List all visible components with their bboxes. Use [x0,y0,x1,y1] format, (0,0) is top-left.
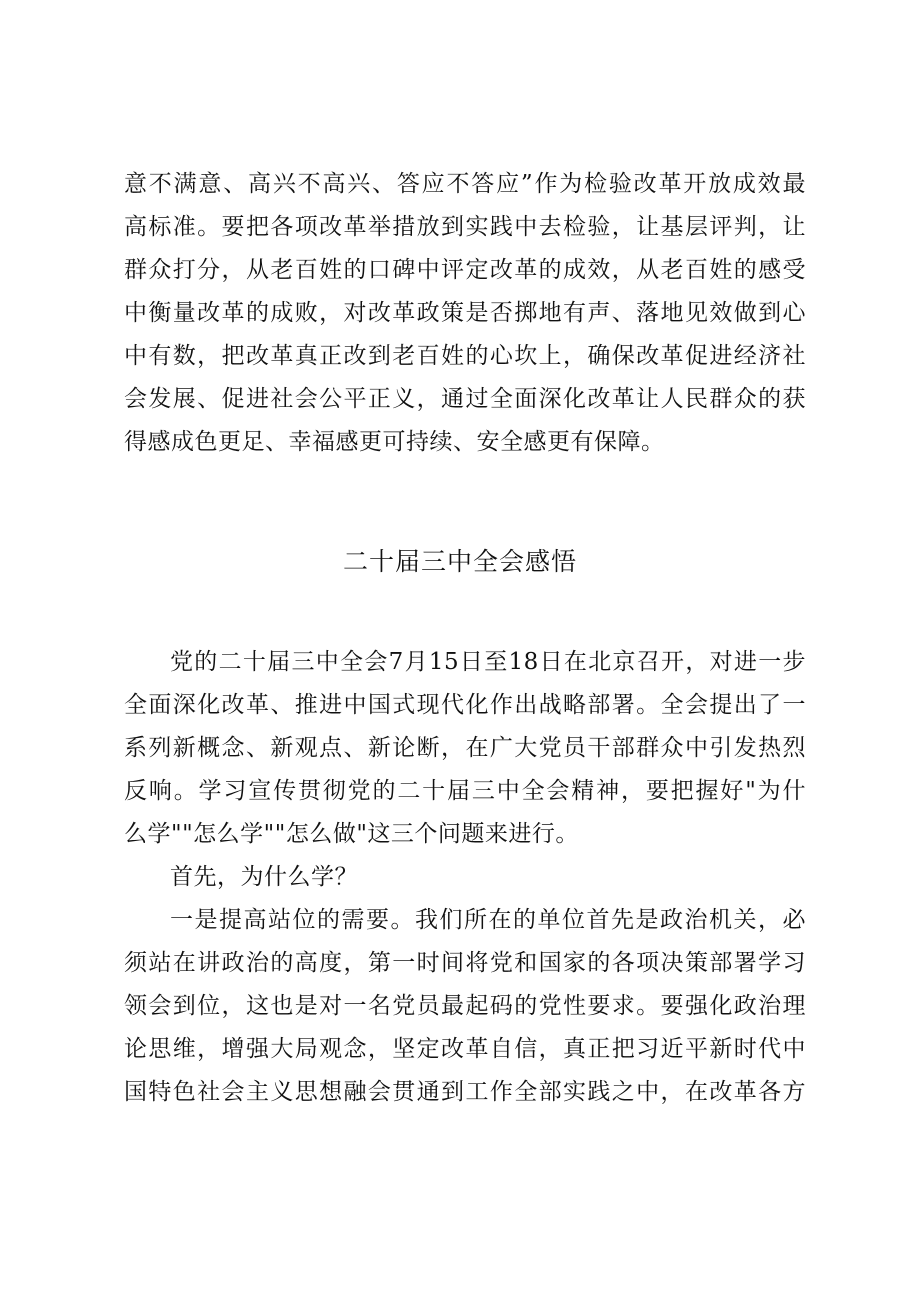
paragraph-2-line-5: 么学""怎么学""怎么做"这三个问题来进行。 [124,821,579,847]
paragraph-1-line-5: 中有数，把改革真正改到老百姓的心坎上，确保改革促进经济社 [124,343,806,369]
paragraph-4-line-4: 论思维，增强大局观念，坚定改革自信，真正把习近平新时代中 [124,1036,806,1062]
paragraph-1-line-1: 意不满意、高兴不高兴、答应不答应”作为检验改革开放成效最 [124,171,806,197]
paragraph-4-line-5: 国特色社会主义思想融会贯通到工作全部实践之中，在改革各方 [124,1079,806,1105]
paragraph-4-line-1: 一是提高站位的需要。我们所在的单位首先是政治机关，必 [170,907,806,933]
paragraph-1-line-4: 中衡量改革的成败，对改革政策是否掷地有声、落地见效做到心 [124,300,806,326]
paragraph-1-line-2: 高标准。要把各项改革举措放到实践中去检验，让基层评判，让 [124,214,806,240]
paragraph-1-line-7: 得感成色更足、幸福感更可持续、安全感更有保障。 [124,429,665,455]
paragraph-2-line-1: 党的二十届三中全会7月15日至18日在北京召开，对进一步 [170,649,806,675]
paragraph-2-line-3: 系列新概念、新观点、新论断，在广大党员干部群众中引发热烈 [124,735,806,761]
paragraph-2-line-2: 全面深化改革、推进中国式现代化作出战略部署。全会提出了一 [124,692,806,718]
paragraph-1-line-6: 会发展、促进社会公平正义，通过全面深化改革让人民群众的获 [124,386,806,412]
section-heading: 二十届三中全会感悟 [342,547,577,576]
paragraph-1-line-3: 群众打分，从老百姓的口碑中评定改革的成效，从老百姓的感受 [124,257,806,283]
paragraph-4-line-2: 须站在讲政治的高度，第一时间将党和国家的各项决策部署学习 [124,950,806,976]
paragraph-2-line-4: 反响。学习宣传贯彻党的二十届三中全会精神，要把握好"为什 [124,778,806,804]
paragraph-3-line-1: 首先，为什么学？ [170,864,358,890]
paragraph-4-line-3: 领会到位，这也是对一名党员最起码的党性要求。要强化政治理 [124,993,806,1019]
